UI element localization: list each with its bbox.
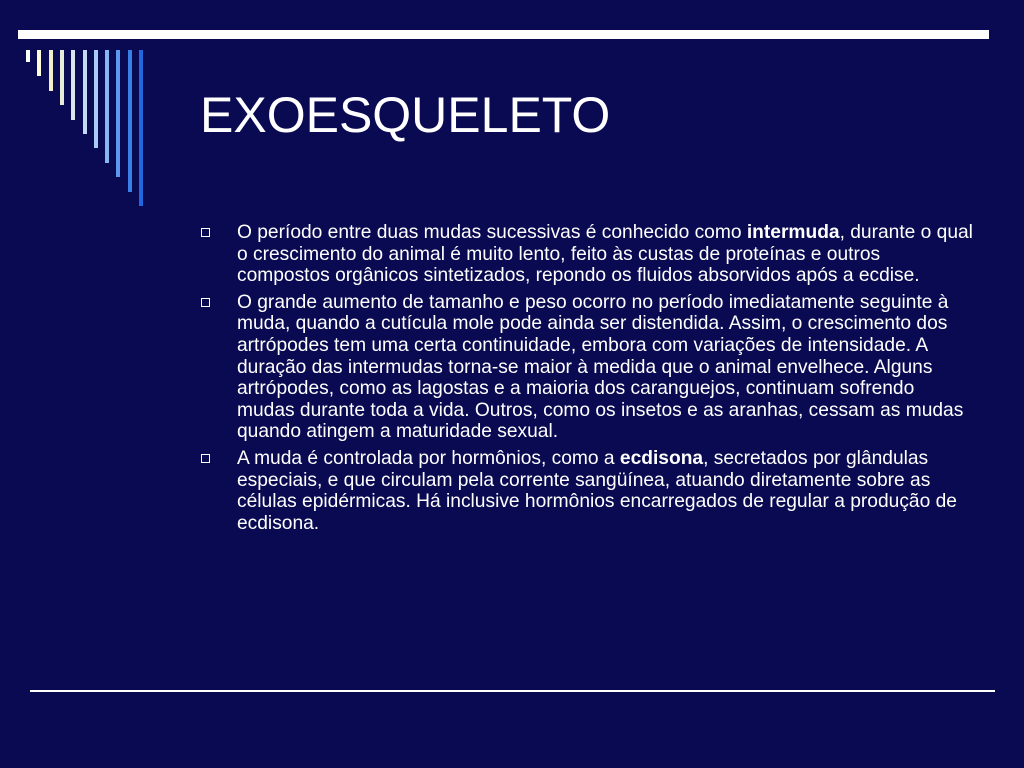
- text-run: , secretados por glândulas especiais, e que circulam pela corrente sangüínea, atuando diretamente sobre as células epidérmicas. Há inclusive hormônios encarregados de regular a produção de ecdisona.: [237, 447, 957, 534]
- bullet-list: [200, 222, 975, 539]
- text-run: O grande aumento de tamanho e peso ocorro no período imediatamente seguinte à muda, quando a cutícula mole pode ainda ser distendida. Assim, o crescimento dos artrópodes tem uma certa continuidade, embora com variações de intensidade. A duração das intermudas torna-se maior à medida que o animal envelhece. Alguns artrópodes, como as lagostas e a maioria dos caranguejos, continuam sofrendo mudas durante toda a vida. Outros, como os insetos e as aranhas, cessam as mudas quando atingem a maturidade sexual.: [237, 291, 964, 443]
- bullet-text: [237, 292, 975, 443]
- bold-term: ecdisona: [619, 447, 704, 469]
- decorative-stripe: [83, 50, 87, 134]
- text-run: , durante o qual o crescimento do animal é muito lento, feito às custas de proteínas e outros compostos orgânicos sintetizados, repondo os fluidos absorvidos após a ecdise.: [237, 222, 973, 287]
- decorative-stripe: [71, 50, 75, 120]
- decorative-stripe: [128, 50, 132, 192]
- decorative-stripe: [94, 50, 98, 148]
- decorative-stripe: [105, 50, 109, 163]
- slide-title: EXOESQUELETO: [200, 87, 611, 143]
- bold-term: intermuda: [746, 222, 840, 243]
- bullet-text: [237, 448, 975, 534]
- decorative-stripes: [0, 0, 170, 210]
- decorative-stripe: [116, 50, 120, 177]
- bullet-item: [200, 292, 975, 443]
- bullet-item: [200, 222, 975, 287]
- decorative-stripe: [60, 50, 64, 105]
- text-run: O período entre duas mudas sucessivas é conhecido como: [237, 222, 747, 243]
- square-bullet-icon: [201, 228, 210, 237]
- decorative-stripe: [49, 50, 53, 91]
- bullet-item: [200, 448, 975, 534]
- decorative-stripe: [37, 50, 41, 76]
- decorative-stripe: [139, 50, 143, 206]
- bullet-text: [237, 222, 975, 287]
- bottom-rule: [30, 690, 995, 692]
- square-bullet-icon: [201, 298, 210, 307]
- square-bullet-icon: [201, 454, 210, 463]
- decorative-stripe: [26, 50, 30, 62]
- text-run: A muda é controlada por hormônios, como a: [237, 447, 620, 469]
